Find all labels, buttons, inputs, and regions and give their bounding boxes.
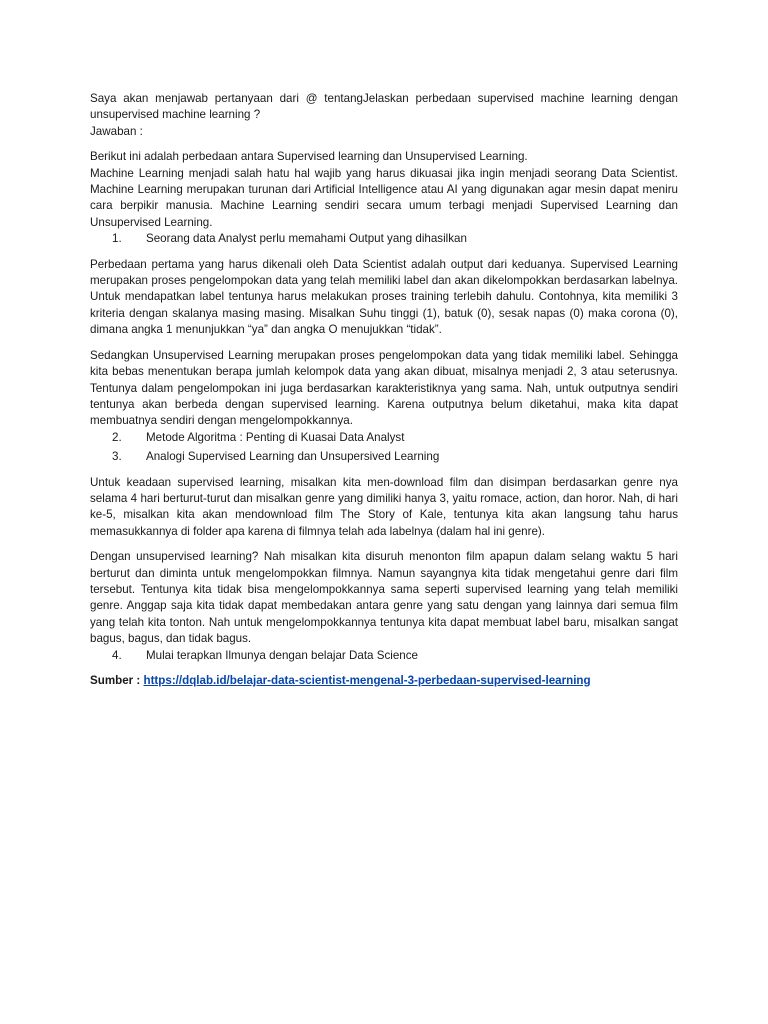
- list-item-4-number: 4.: [112, 648, 122, 662]
- list-item-2-number: 2.: [112, 430, 122, 444]
- list-item-1-text: Seorang data Analyst perlu memahami Output yang dihasilkan: [146, 232, 467, 246]
- list-item-2: [90, 430, 678, 446]
- list-item-3-number: 3.: [112, 450, 122, 464]
- source-line: [90, 673, 678, 689]
- answer-label: Jawaban :: [90, 124, 143, 138]
- list-item-4-text: Mulai terapkan Ilmunya dengan belajar Data Science: [146, 648, 418, 662]
- list-item-1: [90, 231, 678, 247]
- list-item-1-number: 1.: [112, 232, 122, 246]
- list-item-3: [90, 449, 678, 465]
- list-item-3-text: Analogi Supervised Learning dan Unsupersived Learning: [146, 450, 440, 464]
- paragraph-4: Sedangkan Unsupervised Learning merupakan proses pengelompokan data yang tidak memiliki label. Sehingga kita bebas menentukan berapa jumlah kelompok data yang akan dibuat, misalnya menjadi 2, 3 atau seterusnya. Tentunya dalam pengelompokan ini juga berdasarkan karakteristiknya yang sama. Nah, untuk outputnya sendiri tentunya akan berbeda dengan supervised learning. Karena outputnya belum diketahui, maka kita dapat membuatnya sendiri dengan mengelompokkannya.: [90, 348, 678, 428]
- paragraph-1: Berikut ini adalah perbedaan antara Supervised learning dan Unsupervised Learning.: [90, 150, 528, 164]
- paragraph-6: Dengan unsupervised learning? Nah misalkan kita disuruh menonton film apapun dalam selang waktu 5 hari berturut dan diminta untuk mengelompokkan filmnya. Namun sayangnya kita tidak mengetahui genre dari film tersebut. Tentunya kita tidak bisa mengelompokkannya sama seperti supervised learning yang telah memiliki genre. Anggap saja kita tidak dapat membedakan antara genre yang satu dengan yang lainnya dari semua film yang telah kita tonton. Nah untuk mengelompokkannya tentunya kita dapat membuat label baru, misalkan sangat bagus, bagus, dan tidak bagus.: [90, 550, 678, 646]
- paragraph-2: Machine Learning menjadi salah hatu hal wajib yang harus dikuasai jika ingin menjadi seorang Data Scientist. Machine Learning merupakan turunan dari Artificial Intelligence atau AI yang digunakan agar mesin dapat meniru cara berpikir manusia. Machine Learning sendiri secara umum terbagi menjadi Supervised Learning dan Unsupervised Learning.: [90, 166, 678, 229]
- document-page: [90, 91, 678, 689]
- list-item-4: [90, 648, 678, 664]
- source-label: Sumber :: [90, 674, 141, 687]
- intro-question: Saya akan menjawab pertanyaan dari @ tentangJelaskan perbedaan supervised machine learning dengan unsupervised machine learning ?: [90, 92, 678, 122]
- paragraph-3: Perbedaan pertama yang harus dikenali oleh Data Scientist adalah output dari keduanya. Supervised Learning merupakan proses pengelompokan data yang telah memiliki label dan akan dikelompokkan berdasarkan labelnya. Untuk mendapatkan label tentunya harus melakukan proses training terlebih dahulu. Contohnya, kita memiliki 3 kriteria dengan skalanya masing masing. Misalkan Suhu tinggi (1), batuk (0), sesak napas (0) maka corona (0), dimana angka 1 menunjukkan “ya” dan angka O menujukkan “tidak”.: [90, 257, 678, 337]
- source-link[interactable]: https://dqlab.id/belajar-data-scientist-mengenal-3-perbedaan-supervised-learning: [143, 674, 591, 687]
- list-item-2-text: Metode Algoritma : Penting di Kuasai Data Analyst: [146, 430, 405, 444]
- paragraph-5: Untuk keadaan supervised learning, misalkan kita men-download film dan disimpan berdasarkan genre nya selama 4 hari berturut-turut dan misalkan genre yang dimiliki hanya 3, yaitu romace, action, dan horor. Nah, di hari ke-5, misalkan kita akan mendownload film The Story of Kale, tentunya kita akan langsung tahu harus memasukkannya di folder apa karena di filmnya telah ada labelnya (dalam hal ini genre).: [90, 475, 678, 538]
